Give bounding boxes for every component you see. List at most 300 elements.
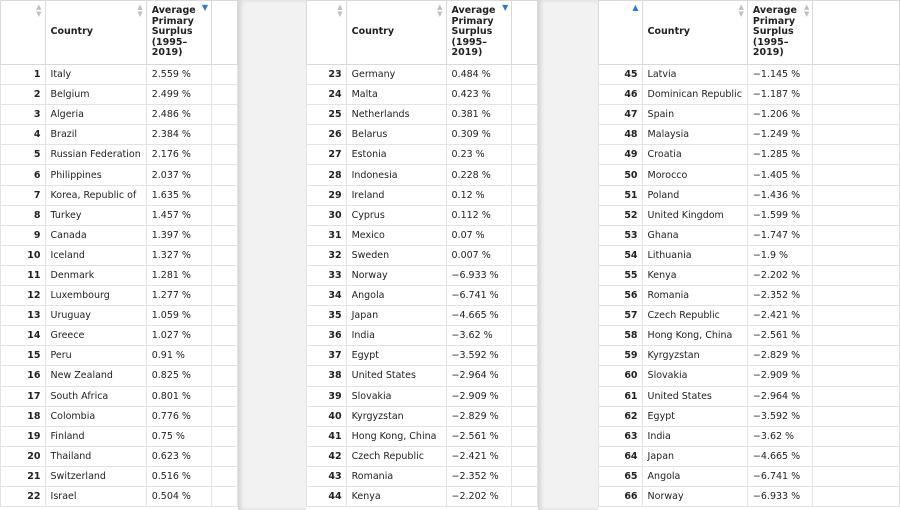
surplus-value-cell: 0.12 %	[446, 185, 512, 205]
country-cell: Belgium	[45, 85, 146, 105]
country-header-label: Country	[647, 26, 690, 38]
table-row[interactable]	[599, 105, 900, 125]
surplus-value-cell: 0.007 %	[446, 245, 512, 265]
country-cell: Netherlands	[346, 105, 446, 125]
row-index: 17	[1, 386, 46, 406]
table-row[interactable]	[307, 205, 538, 225]
surplus-value-cell: −2.352 %	[747, 286, 812, 306]
country-cell: Malta	[346, 85, 446, 105]
table-row[interactable]	[307, 105, 538, 125]
surplus-value-cell: −2.829 %	[747, 346, 812, 366]
row-index: 56	[599, 286, 643, 306]
table-row[interactable]	[599, 205, 900, 225]
empty-cell	[813, 145, 900, 165]
country-cell: Philippines	[45, 165, 146, 185]
table-row[interactable]	[1, 346, 238, 366]
table-row[interactable]	[599, 326, 900, 346]
country-cell: Korea, Republic of	[45, 185, 146, 205]
table-row[interactable]	[1, 165, 238, 185]
empty-cell	[512, 125, 538, 145]
empty-cell	[512, 205, 538, 225]
table-row[interactable]	[599, 426, 900, 446]
country-cell: Croatia	[642, 145, 747, 165]
country-cell: Kyrgyzstan	[642, 346, 747, 366]
table-row[interactable]	[307, 306, 538, 326]
empty-cell	[512, 145, 538, 165]
sort-updown-icon[interactable]: ▲ ▼	[36, 3, 42, 18]
empty-cell	[212, 326, 238, 346]
surplus-value-cell: −1.599 %	[747, 205, 812, 225]
table-row[interactable]	[1, 406, 238, 426]
row-index: 45	[599, 65, 643, 85]
table-row[interactable]	[599, 286, 900, 306]
country-column-header[interactable]	[45, 1, 146, 65]
table-row[interactable]	[1, 105, 238, 125]
table-row[interactable]	[307, 225, 538, 245]
empty-cell	[813, 386, 900, 406]
table-panel-2[interactable]	[306, 0, 538, 510]
empty-cell	[512, 165, 538, 185]
empty-cell	[512, 426, 538, 446]
surplus-value-cell: −3.62 %	[747, 426, 812, 446]
surplus-value-cell: 0.91 %	[146, 346, 211, 366]
surplus-header-label: Average Primary Surplus (1995–2019)	[451, 5, 496, 59]
row-index: 35	[307, 306, 347, 326]
row-index: 31	[307, 225, 347, 245]
row-index: 32	[307, 245, 347, 265]
country-cell: Denmark	[45, 265, 146, 285]
table-row[interactable]	[1, 145, 238, 165]
surplus-value-cell: 0.484 %	[446, 65, 512, 85]
row-index: 5	[1, 145, 46, 165]
table-row[interactable]	[307, 326, 538, 346]
surplus-value-cell: −2.964 %	[446, 366, 512, 386]
table-row[interactable]	[1, 326, 238, 346]
row-index: 60	[599, 366, 643, 386]
row-index: 27	[307, 145, 347, 165]
country-cell: Sweden	[346, 245, 446, 265]
table-row[interactable]	[1, 386, 238, 406]
country-cell: United States	[642, 386, 747, 406]
country-cell: Canada	[45, 225, 146, 245]
surplus-value-cell: 1.059 %	[146, 306, 211, 326]
surplus-value-cell: 0.23 %	[446, 145, 512, 165]
index-column-header[interactable]	[599, 1, 643, 65]
row-index: 42	[307, 446, 347, 466]
surplus-value-cell: 0.504 %	[146, 486, 211, 506]
row-index: 15	[1, 346, 46, 366]
surplus-column-header[interactable]	[747, 1, 812, 65]
surplus-value-cell: 1.457 %	[146, 205, 211, 225]
table-body-2	[307, 65, 538, 507]
empty-cell	[512, 326, 538, 346]
country-cell: United States	[346, 366, 446, 386]
table-row[interactable]	[307, 426, 538, 446]
table-row[interactable]	[307, 286, 538, 306]
empty-cell	[512, 386, 538, 406]
empty-cell	[512, 406, 538, 426]
surplus-value-cell: −2.421 %	[747, 306, 812, 326]
table-row[interactable]	[599, 366, 900, 386]
surplus-value-cell: −2.421 %	[446, 446, 512, 466]
data-table-3	[598, 0, 900, 507]
surplus-value-cell: 1.027 %	[146, 326, 211, 346]
table-row[interactable]	[1, 306, 238, 326]
country-cell: Kenya	[346, 486, 446, 506]
table-row[interactable]	[307, 346, 538, 366]
table-row[interactable]	[1, 446, 238, 466]
sort-updown-icon[interactable]: ▲ ▼	[804, 3, 810, 18]
row-index: 41	[307, 426, 347, 446]
country-cell: Kenya	[642, 265, 747, 285]
row-index: 9	[1, 225, 46, 245]
country-cell: Romania	[346, 466, 446, 486]
empty-cell	[813, 346, 900, 366]
empty-cell	[813, 486, 900, 506]
empty-cell	[212, 105, 238, 125]
empty-cell	[813, 65, 900, 85]
table-row[interactable]	[599, 265, 900, 285]
row-index: 49	[599, 145, 643, 165]
country-cell: Hong Kong, China	[642, 326, 747, 346]
country-cell: Japan	[346, 306, 446, 326]
empty-cell	[212, 145, 238, 165]
surplus-value-cell: −1.747 %	[747, 225, 812, 245]
row-index: 39	[307, 386, 347, 406]
empty-cell	[813, 366, 900, 386]
table-row[interactable]	[599, 165, 900, 185]
row-index: 57	[599, 306, 643, 326]
sort-updown-icon[interactable]: ▲ ▼	[337, 3, 343, 18]
table-row[interactable]	[599, 65, 900, 85]
empty-cell	[512, 185, 538, 205]
country-column-header[interactable]	[346, 1, 446, 65]
row-index: 26	[307, 125, 347, 145]
table-row[interactable]	[307, 446, 538, 466]
table-row[interactable]	[599, 466, 900, 486]
empty-cell	[512, 446, 538, 466]
surplus-value-cell: −1.285 %	[747, 145, 812, 165]
table-row[interactable]	[1, 426, 238, 446]
empty-cell	[212, 205, 238, 225]
row-index: 22	[1, 486, 46, 506]
empty-cell	[512, 245, 538, 265]
country-cell: Brazil	[45, 125, 146, 145]
surplus-value-cell: −1.145 %	[747, 65, 812, 85]
table-row[interactable]	[307, 165, 538, 185]
surplus-value-cell: −3.62 %	[446, 326, 512, 346]
row-index: 1	[1, 65, 46, 85]
empty-cell	[813, 225, 900, 245]
country-cell: Israel	[45, 486, 146, 506]
table-header-row	[307, 1, 538, 65]
table-row[interactable]	[1, 205, 238, 225]
table-row[interactable]	[599, 185, 900, 205]
country-column-header[interactable]	[642, 1, 747, 65]
country-cell: Algeria	[45, 105, 146, 125]
empty-cell	[212, 85, 238, 105]
empty-cell	[512, 265, 538, 285]
country-cell: Norway	[346, 265, 446, 285]
empty-cell	[212, 406, 238, 426]
empty-cell	[512, 105, 538, 125]
country-cell: Poland	[642, 185, 747, 205]
country-header-label: Country	[351, 26, 395, 38]
surplus-value-cell: 2.559 %	[146, 65, 211, 85]
empty-cell	[212, 225, 238, 245]
table-row[interactable]	[307, 65, 538, 85]
empty-cell	[212, 446, 238, 466]
table-row[interactable]	[307, 406, 538, 426]
table-row[interactable]	[307, 265, 538, 285]
table-row[interactable]	[1, 85, 238, 105]
table-row[interactable]	[599, 386, 900, 406]
country-cell: New Zealand	[45, 366, 146, 386]
country-cell: Greece	[45, 326, 146, 346]
row-index: 24	[307, 85, 347, 105]
table-row[interactable]	[1, 366, 238, 386]
surplus-value-cell: 0.381 %	[446, 105, 512, 125]
country-cell: Colombia	[45, 406, 146, 426]
table-row[interactable]	[599, 245, 900, 265]
row-index: 50	[599, 165, 643, 185]
country-cell: Latvia	[642, 65, 747, 85]
empty-cell	[212, 245, 238, 265]
row-index: 44	[307, 486, 347, 506]
surplus-value-cell: −2.561 %	[446, 426, 512, 446]
table-row[interactable]	[599, 306, 900, 326]
country-cell: Angola	[642, 466, 747, 486]
empty-cell	[813, 125, 900, 145]
country-cell: Luxembourg	[45, 286, 146, 306]
empty-cell	[813, 205, 900, 225]
country-cell: Indonesia	[346, 165, 446, 185]
table-row[interactable]	[307, 366, 538, 386]
country-cell: South Africa	[45, 386, 146, 406]
surplus-value-cell: −2.202 %	[747, 265, 812, 285]
sort-updown-icon[interactable]: ▲ ▼	[738, 3, 744, 18]
row-index: 63	[599, 426, 643, 446]
index-column-header[interactable]	[1, 1, 46, 65]
country-cell: Kyrgyzstan	[346, 406, 446, 426]
data-table-2	[306, 0, 538, 507]
table-row[interactable]	[1, 245, 238, 265]
table-row[interactable]	[1, 185, 238, 205]
surplus-value-cell: −4.665 %	[747, 446, 812, 466]
row-index: 36	[307, 326, 347, 346]
empty-cell	[813, 105, 900, 125]
surplus-value-cell: −4.665 %	[446, 306, 512, 326]
table-row[interactable]	[1, 65, 238, 85]
row-index: 18	[1, 406, 46, 426]
empty-cell	[512, 286, 538, 306]
country-cell: Morocco	[642, 165, 747, 185]
row-index: 66	[599, 486, 643, 506]
empty-cell	[813, 185, 900, 205]
country-cell: United Kingdom	[642, 205, 747, 225]
table-row[interactable]	[599, 225, 900, 245]
table-row[interactable]	[307, 145, 538, 165]
table-row[interactable]	[1, 486, 238, 506]
row-index: 10	[1, 245, 46, 265]
table-row[interactable]	[1, 265, 238, 285]
surplus-column-header[interactable]	[146, 1, 211, 65]
table-row[interactable]	[599, 406, 900, 426]
empty-cell	[813, 406, 900, 426]
empty-cell	[512, 225, 538, 245]
row-index: 29	[307, 185, 347, 205]
surplus-value-cell: 0.07 %	[446, 225, 512, 245]
row-index: 3	[1, 105, 46, 125]
row-index: 11	[1, 265, 46, 285]
surplus-value-cell: 1.277 %	[146, 286, 211, 306]
row-index: 28	[307, 165, 347, 185]
row-index: 38	[307, 366, 347, 386]
country-cell: Spain	[642, 105, 747, 125]
empty-cell	[212, 486, 238, 506]
table-body-1	[1, 65, 238, 507]
surplus-value-cell: 0.825 %	[146, 366, 211, 386]
empty-cell	[813, 85, 900, 105]
empty-cell	[512, 85, 538, 105]
row-index: 19	[1, 426, 46, 446]
table-row[interactable]	[1, 466, 238, 486]
table-row[interactable]	[307, 486, 538, 506]
country-cell: India	[346, 326, 446, 346]
row-index: 8	[1, 205, 46, 225]
panel-gutter-1	[238, 0, 306, 510]
country-cell: Ghana	[642, 225, 747, 245]
country-header-label: Country	[50, 26, 93, 38]
country-cell: Finland	[45, 426, 146, 446]
table-row[interactable]	[307, 245, 538, 265]
row-index: 23	[307, 65, 347, 85]
country-cell: Mexico	[346, 225, 446, 245]
surplus-value-cell: 2.037 %	[146, 165, 211, 185]
table-row[interactable]	[307, 85, 538, 105]
table-header-row	[599, 1, 900, 65]
country-cell: Romania	[642, 286, 747, 306]
table-row[interactable]	[599, 446, 900, 466]
table-row[interactable]	[599, 346, 900, 366]
sort-updown-icon[interactable]: ▲ ▼	[437, 3, 443, 18]
index-column-header[interactable]	[307, 1, 347, 65]
row-index: 40	[307, 406, 347, 426]
country-cell: India	[642, 426, 747, 446]
surplus-value-cell: 2.384 %	[146, 125, 211, 145]
sort-asc-icon[interactable]: ▲	[632, 3, 639, 12]
surplus-column-header[interactable]	[446, 1, 512, 65]
empty-cell	[512, 466, 538, 486]
table-row[interactable]	[1, 125, 238, 145]
row-index: 48	[599, 125, 643, 145]
row-index: 34	[307, 286, 347, 306]
surplus-value-cell: −6.741 %	[446, 286, 512, 306]
sort-desc-icon[interactable]: ▼	[201, 3, 208, 12]
empty-cell	[212, 185, 238, 205]
row-index: 21	[1, 466, 46, 486]
empty-cell	[212, 165, 238, 185]
empty-cell	[813, 326, 900, 346]
empty-cell	[212, 426, 238, 446]
row-index: 16	[1, 366, 46, 386]
table-row[interactable]	[307, 185, 538, 205]
empty-cell	[512, 346, 538, 366]
surplus-value-cell: 0.801 %	[146, 386, 211, 406]
table-row[interactable]	[1, 286, 238, 306]
table-row[interactable]	[599, 125, 900, 145]
empty-cell	[813, 306, 900, 326]
country-cell: Germany	[346, 65, 446, 85]
surplus-value-cell: 0.112 %	[446, 205, 512, 225]
row-index: 64	[599, 446, 643, 466]
table-row[interactable]	[307, 125, 538, 145]
table-row[interactable]	[599, 85, 900, 105]
surplus-value-cell: 0.423 %	[446, 85, 512, 105]
surplus-value-cell: −6.933 %	[446, 265, 512, 285]
country-cell: Estonia	[346, 145, 446, 165]
row-index: 13	[1, 306, 46, 326]
row-index: 46	[599, 85, 643, 105]
country-cell: Dominican Republic	[642, 85, 747, 105]
table-panel-3[interactable]	[598, 0, 900, 510]
country-cell: Peru	[45, 346, 146, 366]
empty-cell	[212, 346, 238, 366]
row-index: 58	[599, 326, 643, 346]
empty-cell	[212, 65, 238, 85]
table-row[interactable]	[599, 486, 900, 506]
country-cell: Norway	[642, 486, 747, 506]
surplus-value-cell: −2.202 %	[446, 486, 512, 506]
sort-updown-icon[interactable]: ▲ ▼	[137, 3, 143, 18]
surplus-value-cell: −2.829 %	[446, 406, 512, 426]
empty-cell	[212, 386, 238, 406]
surplus-value-cell: −1.9 %	[747, 245, 812, 265]
table-row[interactable]	[599, 145, 900, 165]
sort-desc-icon[interactable]: ▼	[502, 3, 509, 12]
empty-cell	[512, 366, 538, 386]
country-cell: Cyprus	[346, 205, 446, 225]
row-index: 20	[1, 446, 46, 466]
table-row[interactable]	[1, 225, 238, 245]
row-index: 52	[599, 205, 643, 225]
row-index: 54	[599, 245, 643, 265]
table-row[interactable]	[307, 466, 538, 486]
surplus-value-cell: 0.776 %	[146, 406, 211, 426]
surplus-header-label: Average Primary Surplus (1995–2019)	[752, 5, 797, 59]
empty-cell	[512, 486, 538, 506]
table-panel-1[interactable]	[0, 0, 238, 510]
country-cell: Czech Republic	[642, 306, 747, 326]
empty-cell	[212, 125, 238, 145]
country-cell: Belarus	[346, 125, 446, 145]
surplus-value-cell: −1.249 %	[747, 125, 812, 145]
table-body-3	[599, 65, 900, 507]
row-index: 33	[307, 265, 347, 285]
row-index: 37	[307, 346, 347, 366]
table-row[interactable]	[307, 386, 538, 406]
row-index: 2	[1, 85, 46, 105]
row-index: 62	[599, 406, 643, 426]
country-cell: Egypt	[642, 406, 747, 426]
empty-cell	[212, 366, 238, 386]
country-cell: Turkey	[45, 205, 146, 225]
empty-cell	[813, 446, 900, 466]
row-index: 51	[599, 185, 643, 205]
country-cell: Russian Federation	[45, 145, 146, 165]
surplus-value-cell: −6.741 %	[747, 466, 812, 486]
panel-gutter-2	[538, 0, 598, 510]
